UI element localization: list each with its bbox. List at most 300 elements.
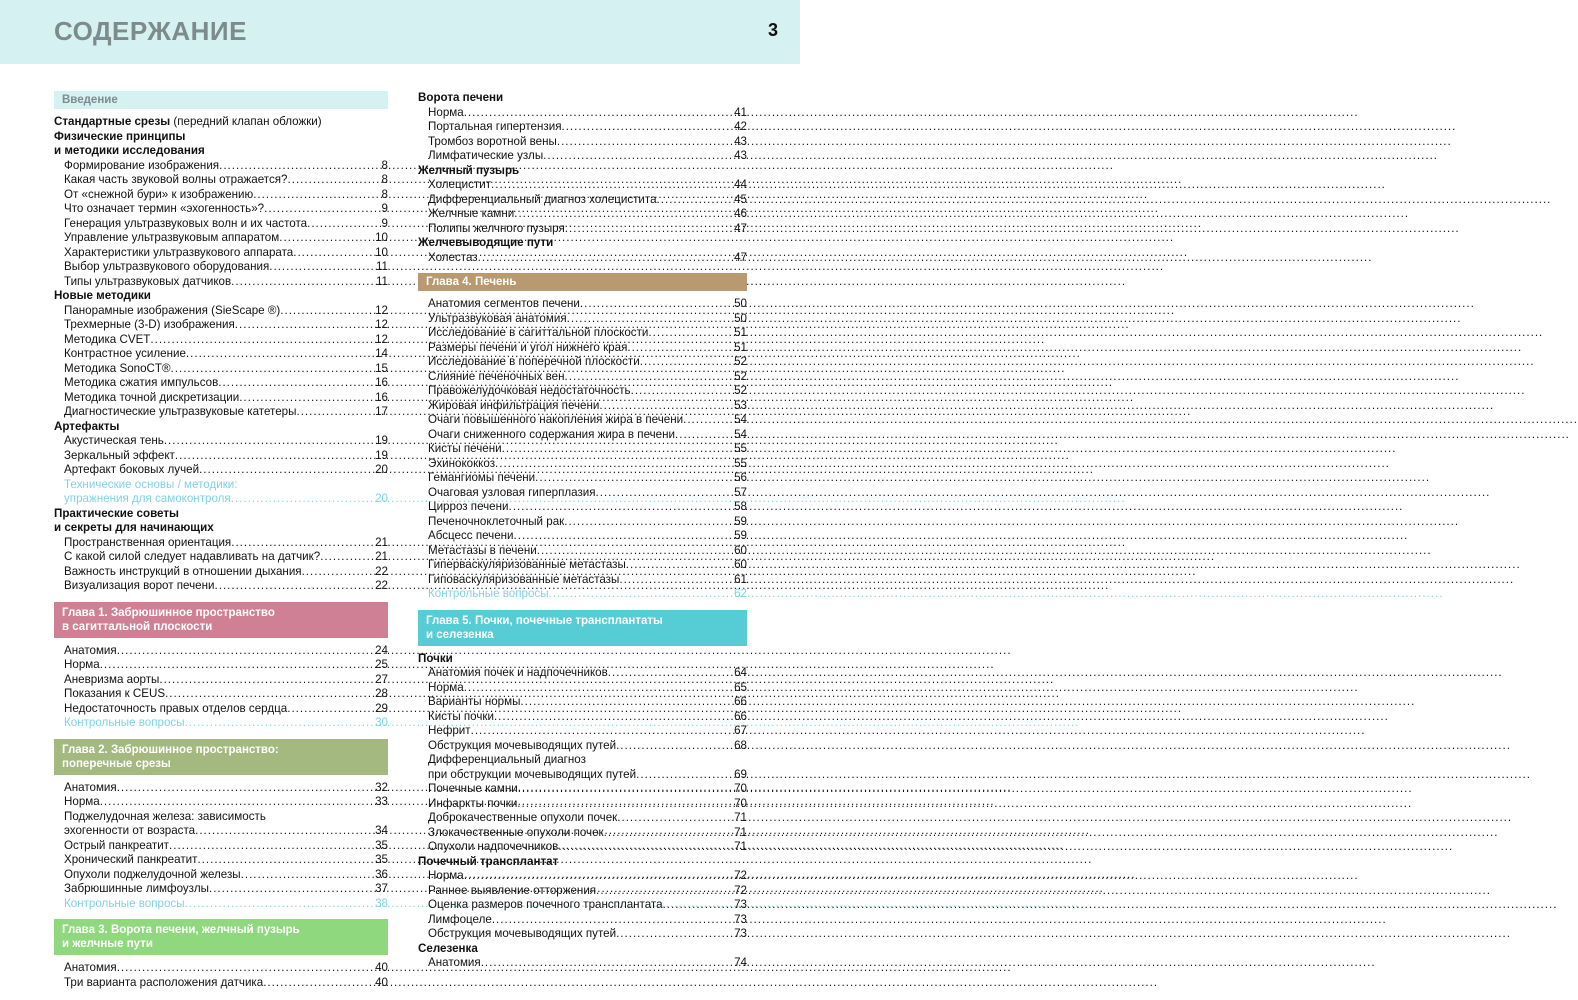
toc-entry-page: 43 [734, 134, 747, 148]
toc-entry-label: Важность инструкций в отношении дыхания [64, 564, 302, 578]
dot-leader [675, 428, 733, 443]
toc-entry[interactable] [418, 442, 747, 457]
toc-entry-label: Исследование в поперечной плоскости [428, 355, 640, 368]
dot-leader [264, 202, 380, 217]
toc-entry-page: 35 [375, 853, 388, 866]
toc-entry-page: 19 [375, 434, 388, 447]
toc-entry[interactable] [54, 550, 388, 565]
toc-entry-label: Гемангиомы печени [428, 471, 536, 484]
dot-leader [491, 178, 733, 193]
dot-leader [185, 716, 375, 731]
section-heading: Новые методики [54, 289, 151, 302]
toc-entry[interactable] [418, 927, 747, 942]
toc-entry-page: 73 [734, 898, 747, 911]
toc-entry[interactable] [418, 529, 747, 544]
toc-entry-page: 73 [734, 912, 747, 926]
toc-entry-page: 21 [375, 550, 388, 563]
toc-entry-page: 24 [375, 643, 388, 657]
toc-entry[interactable] [54, 304, 388, 319]
toc-entry[interactable] [418, 666, 747, 681]
toc-entry[interactable] [418, 457, 747, 472]
toc-entry[interactable] [418, 297, 747, 312]
toc-entry-page: 59 [734, 529, 747, 542]
toc-entry-page: 37 [375, 882, 388, 895]
toc-entry-page: 41 [734, 105, 747, 119]
toc-entry[interactable] [418, 370, 747, 385]
toc-entry-page: 27 [375, 672, 388, 686]
dot-leader [293, 246, 374, 261]
toc-entry-page: 51 [734, 340, 747, 354]
dot-leader [150, 333, 374, 348]
toc-entry-label: Анатомия [64, 961, 117, 974]
toc-entry-page: 8 [381, 158, 388, 172]
page-number: 3 [767, 20, 778, 40]
toc-entry-label: Пространственная ориентация [64, 535, 232, 549]
dot-leader [100, 658, 374, 673]
dot-leader [535, 471, 733, 486]
dot-leader [199, 463, 374, 478]
toc-entry[interactable] [418, 149, 747, 164]
toc-entry-label: Норма [428, 680, 464, 694]
toc-entry-page: 8 [381, 187, 388, 201]
toc-entry[interactable] [418, 355, 747, 370]
toc-entry-page: 55 [734, 456, 747, 470]
toc-entry-page: 56 [734, 471, 747, 484]
toc-entry-label: Опухоли надпочечников [428, 840, 559, 853]
dot-leader [683, 413, 733, 428]
dot-leader [320, 550, 374, 565]
toc-entry[interactable] [54, 159, 388, 174]
toc-entry-page: 58 [734, 500, 747, 513]
dot-leader [561, 120, 733, 135]
dot-leader [616, 739, 733, 754]
section-heading: Желчный пузырь [418, 163, 520, 177]
toc-entry-page: 53 [734, 398, 747, 412]
dot-leader [604, 826, 733, 841]
toc-entry-page: 43 [734, 149, 747, 162]
toc-entry[interactable] [418, 811, 747, 826]
toc-entry[interactable] [54, 231, 388, 246]
toc-entry-page: 25 [375, 658, 388, 671]
toc-entry[interactable] [418, 207, 747, 222]
dot-leader [197, 853, 374, 868]
toc-entry-page: 60 [734, 543, 747, 557]
dot-leader [239, 391, 374, 406]
toc-entry[interactable] [54, 853, 388, 868]
toc-entry-label: Управление ультразвуковым аппаратом [64, 231, 280, 244]
toc-entry[interactable] [54, 673, 388, 688]
toc-entry-label: Методика сжатия импульсов [64, 376, 219, 389]
toc-entry-label: при обструкции мочевыводящих путей [428, 767, 637, 781]
toc-entry-label: Норма [428, 869, 464, 882]
toc-entry[interactable] [418, 341, 747, 356]
toc-entry-label: Варианты нормы [428, 695, 521, 708]
section-heading: Ворота печени [418, 91, 504, 104]
toc-entry-label: Анатомия [428, 956, 481, 969]
toc-entry-label: Контрольные вопросы [64, 896, 185, 910]
toc-entry[interactable] [418, 471, 747, 486]
dot-leader [169, 839, 374, 854]
toc-entry[interactable] [54, 795, 388, 810]
toc-entry-page: 8 [381, 173, 388, 186]
toc-entry-page: 66 [734, 709, 747, 723]
toc-entry-page: 20 [375, 463, 388, 476]
toc-entry[interactable] [418, 384, 747, 399]
section-heading: Почечный трансплантат [418, 854, 559, 868]
chapter-title-line: Глава 1. Забрюшинное пространство [62, 606, 275, 619]
toc-entry-page: 22 [375, 564, 388, 578]
toc-entry[interactable] [418, 840, 747, 855]
dot-leader [478, 251, 733, 266]
toc-entry[interactable] [418, 312, 747, 327]
dot-leader [514, 207, 733, 222]
toc-entry-page: 21 [375, 535, 388, 549]
toc-entry[interactable] [54, 565, 388, 580]
toc-entry-label: Аневризма аорты [64, 672, 160, 686]
toc-entry[interactable] [418, 251, 747, 266]
dot-leader [471, 724, 734, 739]
dot-leader [117, 781, 374, 796]
dot-leader [287, 702, 374, 717]
toc-entry-page: 60 [734, 558, 747, 571]
toc-entry[interactable] [418, 135, 747, 150]
toc-entry[interactable] [418, 399, 747, 414]
dot-leader [302, 565, 375, 580]
toc-entry[interactable] [418, 106, 747, 121]
toc-entry-label: Формирование изображения [64, 158, 220, 172]
toc-entry-label: Визуализация ворот печени [64, 579, 215, 592]
toc-entry[interactable] [54, 260, 388, 275]
toc-entry-label: Цирроз печени [428, 500, 509, 513]
toc-entry[interactable] [54, 318, 388, 333]
dot-leader [520, 695, 733, 710]
dot-leader [558, 840, 733, 855]
dot-leader [564, 515, 733, 530]
toc-entry[interactable] [418, 797, 747, 812]
toc-entry[interactable] [418, 178, 747, 193]
toc-entry-page: 32 [375, 780, 388, 794]
toc-entry-label: Очаги сниженного содержания жира в печени [428, 427, 676, 441]
toc-entry-label: Контрольные вопросы [64, 716, 185, 729]
toc-entry-page: 29 [375, 701, 388, 715]
toc-entry[interactable] [54, 391, 388, 406]
toc-entry-page: 52 [734, 369, 747, 383]
toc-entry-label: Дифференциальный диагноз холецистита [428, 192, 657, 206]
toc-entry[interactable] [54, 275, 388, 290]
dot-leader [567, 312, 733, 327]
dot-leader [464, 869, 733, 884]
toc-entry[interactable] [418, 326, 747, 341]
toc-entry-label: Злокачественные опухоли почек [428, 825, 604, 839]
dot-leader [631, 384, 734, 399]
chapter-title-line: Глава 3. Ворота печени, желчный пузырь [62, 924, 300, 936]
toc-entry-page: 59 [734, 514, 747, 528]
dot-leader [307, 217, 380, 232]
toc-entry-label: Норма [64, 795, 100, 808]
dot-leader [627, 341, 733, 356]
toc-entry-label: Хронический панкреатит [64, 853, 198, 866]
toc-entry-review[interactable] [418, 587, 747, 602]
toc-entry-page: 10 [375, 245, 388, 259]
toc-entry-label: Обструкция мочевыводящих путей [428, 927, 617, 940]
dot-leader [663, 898, 734, 913]
toc-entry[interactable] [54, 434, 388, 449]
section-heading: Практические советы [54, 506, 179, 520]
toc-entry[interactable] [418, 739, 747, 754]
toc-entry[interactable] [418, 193, 747, 208]
toc-entry[interactable] [418, 956, 747, 971]
toc-entry[interactable] [54, 405, 388, 420]
toc-entry[interactable] [54, 868, 388, 883]
dot-leader [279, 231, 374, 246]
toc-entry-label: Норма [428, 105, 464, 119]
toc-entry[interactable] [418, 500, 747, 515]
toc-entry[interactable] [418, 544, 747, 559]
toc-entry-label: Холестаз [428, 250, 478, 264]
toc-entry-label: Норма [64, 658, 100, 671]
toc-entry-label: Почечные камни [428, 782, 518, 795]
toc-entry[interactable] [418, 428, 747, 443]
toc-entry[interactable] [54, 644, 388, 659]
toc-entry-label: Размеры печени и угол нижнего края [428, 340, 628, 354]
toc-entry-label: Инфаркты почки [428, 796, 518, 810]
toc-entry[interactable] [54, 882, 388, 897]
dot-leader [619, 573, 733, 588]
dot-leader [517, 797, 733, 812]
toc-entry-label: Слияние печеночных вен [428, 369, 565, 383]
toc-entry[interactable] [418, 898, 747, 913]
toc-entry-label: Печеночноклеточный рак [428, 514, 565, 528]
toc-entry-line[interactable]: Поджелудочная железа: зависимость [64, 809, 266, 823]
toc-entry[interactable] [54, 362, 388, 377]
toc-entry-page: 70 [734, 796, 747, 810]
toc-entry-page: 50 [734, 311, 747, 325]
toc-entry-page: 28 [375, 687, 388, 700]
chapter-banner [54, 919, 388, 955]
toc-entry[interactable] [418, 681, 747, 696]
dot-leader [565, 370, 734, 385]
chapter-banner [418, 273, 747, 291]
toc-entry[interactable] [54, 173, 388, 188]
toc-entry-page: 46 [734, 207, 747, 220]
dot-leader [185, 897, 375, 912]
toc-entry-label: Портальная гипертензия [428, 120, 562, 133]
toc-entry-page: 44 [734, 178, 747, 191]
section-heading: Селезенка [418, 941, 478, 955]
chapter-banner [54, 739, 388, 775]
toc-entry[interactable] [54, 449, 388, 464]
toc-entry[interactable] [54, 579, 388, 594]
toc-entry-review[interactable] [54, 897, 388, 912]
toc-entry-label: Желчные камни [428, 207, 515, 220]
toc-entry[interactable] [418, 710, 747, 725]
toc-entry-label: Контрольные вопросы [428, 587, 549, 600]
toc-entry[interactable] [418, 573, 747, 588]
dot-leader [636, 768, 733, 783]
dot-leader [231, 536, 374, 551]
toc-entry-mixed[interactable] [54, 115, 388, 130]
toc-entry-label: Анатомия [64, 780, 117, 794]
toc-entry-label: Оценка размеров почечного трансплантата [428, 898, 663, 911]
toc-entry-page: 74 [734, 956, 747, 969]
dot-leader [159, 673, 374, 688]
toc-entry-label: Методика точной дискретизации [64, 390, 240, 404]
toc-entry-page: 42 [734, 120, 747, 133]
toc-entry[interactable] [54, 961, 388, 976]
section-heading: и методики исследования [54, 144, 205, 157]
toc-entry[interactable] [54, 376, 388, 391]
toc-entry[interactable] [54, 347, 388, 362]
chapter-banner [418, 610, 747, 646]
dot-leader [596, 486, 734, 501]
dot-leader [235, 318, 374, 333]
toc-entry[interactable] [418, 782, 747, 797]
toc-entry[interactable] [54, 202, 388, 217]
page-title: СОДЕРЖАНИЕ [54, 16, 247, 46]
toc-entry[interactable] [54, 781, 388, 796]
toc-entry-page: 35 [375, 838, 388, 852]
dot-leader [514, 529, 734, 544]
toc-entry-label: Опухоли поджелудочной железы [64, 867, 241, 881]
toc-entry[interactable] [418, 884, 747, 899]
toc-entry-label: Тромбоз воротной вены [428, 134, 557, 148]
toc-entry-label: От «снежной бури» к изображению [64, 187, 254, 201]
toc-entry[interactable] [54, 217, 388, 232]
toc-entry-page: 68 [734, 738, 747, 752]
toc-entry-page: 55 [734, 442, 747, 455]
toc-entry-page: 71 [734, 811, 747, 824]
toc-entry-page: 64 [734, 666, 747, 679]
toc-entry[interactable] [418, 515, 747, 530]
toc-entry-label: Ультразвуковая анатомия [428, 311, 567, 325]
toc-entry[interactable] [418, 695, 747, 710]
toc-entry[interactable] [418, 869, 747, 884]
section-spacer [54, 594, 388, 602]
dot-leader [165, 687, 374, 702]
dot-leader [195, 824, 374, 839]
toc-entry-label: Очаговая узловая гиперплазия [428, 485, 596, 499]
toc-entry[interactable] [54, 188, 388, 203]
dot-leader [596, 884, 733, 899]
toc-entry-label: Трехмерные (3-D) изображения [64, 318, 235, 331]
toc-entry[interactable] [54, 687, 388, 702]
toc-entry-label: Три варианта расположения датчика [64, 975, 264, 989]
toc-entry-page: 40 [375, 961, 388, 974]
toc-entry-label: Анатомия сегментов печени [428, 297, 580, 310]
toc-entry-line[interactable]: Дифференциальный диагноз [428, 753, 586, 766]
chapter-banner [54, 91, 388, 109]
chapter-title-line: Введение [62, 94, 118, 106]
dot-leader [464, 106, 733, 121]
toc-entry[interactable] [418, 724, 747, 739]
toc-entry[interactable] [54, 976, 388, 991]
toc-entry[interactable] [418, 486, 747, 501]
toc-entry-page: 47 [734, 250, 747, 264]
section-spacer [418, 265, 747, 273]
dot-leader [253, 188, 380, 203]
toc-entry[interactable] [54, 333, 388, 348]
dot-leader [537, 544, 733, 559]
toc-entry-page: 12 [375, 303, 388, 317]
section-heading: Физические принципы [54, 129, 186, 143]
toc-entry-page: 16 [375, 376, 388, 389]
toc-entry-page: 15 [375, 361, 388, 375]
dot-leader [186, 347, 374, 362]
toc-entry-line[interactable]: Технические основы / методики: [64, 477, 238, 491]
toc-entry-label: Абсцесс печени [428, 529, 514, 542]
dot-leader [657, 193, 734, 208]
toc-entry[interactable] [418, 222, 747, 237]
toc-entry-review[interactable] [54, 492, 388, 507]
dot-leader [296, 405, 374, 420]
toc-entry[interactable] [54, 536, 388, 551]
toc-entry-page: 71 [734, 840, 747, 853]
page-header [0, 0, 800, 64]
chapter-title-line: Глава 2. Забрюшинное пространство: [62, 743, 279, 756]
toc-entry[interactable] [418, 413, 747, 428]
toc-entry-label: Артефакт боковых лучей [64, 463, 200, 476]
dot-leader [492, 913, 733, 928]
dot-leader [269, 260, 375, 275]
dot-leader [494, 710, 733, 725]
toc-entry-page: 73 [734, 927, 747, 940]
dot-leader [117, 961, 374, 976]
toc-entry-label: С какой силой следует надавливать на датчик? [64, 550, 321, 563]
chapter-title-line: в сагиттальной плоскости [62, 620, 213, 633]
toc-entry[interactable] [54, 824, 388, 839]
toc-entry[interactable] [418, 120, 747, 135]
toc-entry-review[interactable] [54, 716, 388, 731]
toc-entry-page: 71 [734, 825, 747, 839]
toc-entry[interactable] [54, 839, 388, 854]
toc-entry-page: 47 [734, 221, 747, 235]
toc-entry-label: Выбор ультразвукового оборудования [64, 260, 270, 273]
toc-entry[interactable] [54, 246, 388, 261]
dot-leader [171, 362, 375, 377]
toc-entry-label: Типы ультразвуковых датчиков [64, 274, 232, 288]
dot-leader [175, 449, 374, 464]
toc-entry-label: Правожелудочковая недостаточность [428, 384, 631, 397]
toc-entry[interactable] [54, 702, 388, 717]
toc-entry[interactable] [418, 768, 747, 783]
toc-entry-label: Нефрит [428, 724, 471, 737]
dot-leader [640, 355, 733, 370]
dot-leader [495, 457, 733, 472]
dot-leader [557, 135, 733, 150]
toc-entry-label: Эхинококкоз [428, 456, 496, 470]
toc-entry[interactable] [418, 558, 747, 573]
toc-entry[interactable] [54, 463, 388, 478]
toc-entry-label: Акустическая тень [64, 434, 164, 447]
toc-entry-page: 72 [734, 869, 747, 882]
dot-leader [616, 927, 733, 942]
toc-entry[interactable] [418, 826, 747, 841]
toc-entry-page: 30 [375, 716, 388, 729]
toc-entry[interactable] [418, 913, 747, 928]
toc-entry-page: 70 [734, 782, 747, 795]
dot-leader [231, 492, 374, 507]
toc-entry[interactable] [54, 658, 388, 673]
toc-entry-page: 19 [375, 448, 388, 462]
toc-entry-label: Острый панкреатит [64, 838, 169, 852]
toc-entry-label: Гиперваскуляризованные метастазы [428, 558, 626, 571]
dot-leader [481, 956, 733, 971]
toc-entry-page: 33 [375, 795, 388, 808]
dot-leader [648, 326, 733, 341]
toc-entry-label: Анатомия [64, 643, 117, 657]
toc-entry-label: Раннее выявление отторжения [428, 883, 597, 897]
chapter-banner [54, 602, 388, 638]
